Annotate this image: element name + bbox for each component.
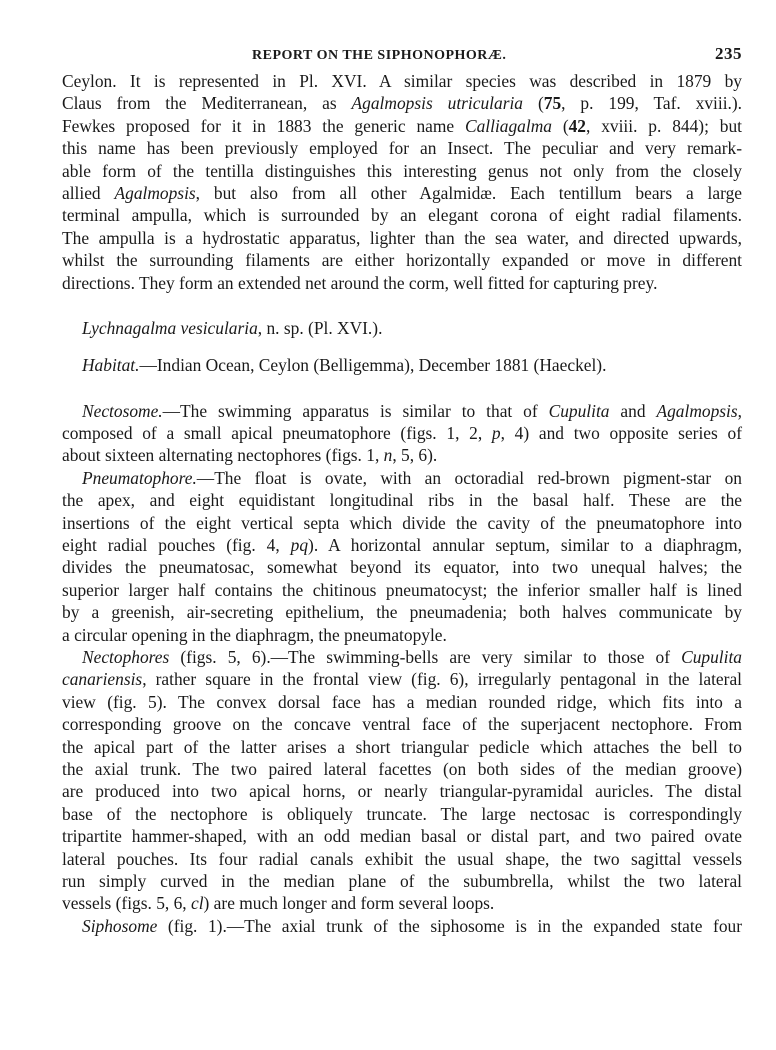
italic-text: pq [290, 535, 309, 556]
text-line [62, 137, 742, 159]
italic-text: Agalmopsis [114, 182, 196, 203]
text-line [62, 204, 742, 226]
text: —Indian Ocean, Ceylon (Belligemma), December 1881 (Haeckel). [139, 355, 607, 376]
text-line [62, 556, 742, 578]
text-line [62, 227, 742, 249]
text: whilst the surrounding filaments are either horizontally expanded or move in different [62, 250, 742, 271]
text: run simply curved in the median plane of the subumbrella, whilst the two lateral [62, 870, 742, 891]
text: , [737, 400, 742, 421]
text-line [62, 691, 742, 713]
text: divides the pneumatosac, somewhat beyond its equator, into two unequal halves; the [62, 557, 742, 578]
body-text [62, 70, 742, 937]
text-line [62, 668, 742, 690]
text: base of the nectophore is obliquely truncate. The large nectosac is correspondingly [62, 803, 742, 824]
italic-text: Nectophores [82, 646, 170, 667]
text-line [62, 915, 742, 937]
text-line [62, 249, 742, 271]
text-line [62, 70, 742, 92]
italic-text: n [383, 445, 393, 466]
text: able form of the tentilla distinguishes this interesting genus not only from the closely [62, 160, 742, 181]
text-line [62, 736, 742, 758]
text-line [62, 115, 742, 137]
text-line [62, 317, 742, 339]
text: , 5, 6). [392, 445, 438, 466]
text: ( [551, 115, 569, 136]
text: are produced into two apical horns, or nearly triangular-pyramidal auricles. The distal [62, 781, 742, 802]
text: lateral pouches. Its four radial canals exhibit the usual shape, the two sagittal vessels [62, 848, 742, 869]
text: the axial trunk. The two paired lateral facettes (on both sides of the median groove) [62, 758, 742, 779]
text: and [609, 400, 657, 421]
text-line [62, 354, 742, 376]
text: this name has been previously employed for an Insect. The peculiar and very remark- [62, 138, 742, 159]
text-line [62, 758, 742, 780]
text: , n. sp. (Pl. XVI.). [257, 317, 383, 338]
text: superior larger half contains the chitinous pneumatocyst; the inferior smaller half is lined [62, 579, 742, 600]
paragraph-gap [62, 339, 742, 354]
text-line [62, 601, 742, 623]
text-line [62, 825, 742, 847]
text-line [62, 92, 742, 114]
italic-text: p [491, 423, 501, 444]
paragraph [62, 915, 742, 937]
text-line [62, 870, 742, 892]
text: (figs. 5, 6).—The swimming-bells are very similar to those of [169, 646, 682, 667]
paragraph [62, 467, 742, 646]
text-line [62, 467, 742, 489]
text: by a greenish, air-secreting epithelium, the pneumadenia; both halves communicate by [62, 602, 742, 623]
text-line [62, 422, 742, 444]
text: —The float is ovate, with an octoradial red-brown pigment-star on [196, 467, 742, 488]
text: the apex, and eight equidistant longitudinal ribs in the basal half. These are the [62, 490, 742, 511]
document-page [62, 44, 742, 937]
text-line [62, 160, 742, 182]
italic-text: Agalmopsis utricularia [351, 93, 524, 114]
paragraph-gap [62, 377, 742, 400]
italic-text: cl [190, 893, 204, 914]
text: composed of a small apical pneumatophore (figs. 1, 2, [62, 423, 492, 444]
text: (fig. 1).—The axial trunk of the siphosome is in the expanded state four [157, 915, 742, 936]
italic-text: Agalmopsis [656, 400, 738, 421]
bold-reference: 75 [543, 93, 562, 114]
running-header [62, 44, 742, 70]
text-line [62, 624, 742, 646]
text: ) are much longer and form several loops. [203, 893, 495, 914]
text: Claus from the Mediterranean, as [62, 93, 352, 114]
running-title: REPORT ON THE SIPHONOPHORÆ. [252, 48, 507, 63]
paragraph [62, 354, 742, 376]
text: , but also from all other Agalmidæ. Each tentillum bears a large [195, 182, 742, 203]
text: terminal ampulla, which is surrounded by an elegant corona of eight radial filaments. [62, 205, 742, 226]
text: , rather square in the frontal view (fig. 6), irregularly pentagonal in the lateral [142, 669, 742, 690]
text: ( [523, 93, 544, 114]
text: ). A horizontal annular septum, similar to a diaphragm, [308, 535, 742, 556]
text-line [62, 400, 742, 422]
text-line [62, 780, 742, 802]
paragraph [62, 70, 742, 294]
text-line [62, 512, 742, 534]
italic-text: canariensis [62, 669, 143, 690]
text: —The swimming apparatus is similar to that of [162, 400, 549, 421]
text-line [62, 848, 742, 870]
italic-text: Calliagalma [464, 115, 552, 136]
text: insertions of the eight vertical septa which divide the cavity of the pneumatophore into [62, 512, 742, 533]
text: , 4) and two opposite series of [500, 423, 742, 444]
italic-text: Nectosome. [82, 400, 163, 421]
text-line [62, 272, 742, 294]
italic-text: Siphosome [82, 915, 158, 936]
italic-text: Lychnagalma vesicularia [82, 317, 258, 338]
text-line [62, 713, 742, 735]
paragraph [62, 400, 742, 467]
text-line [62, 803, 742, 825]
text-line [62, 444, 742, 466]
text-line [62, 892, 742, 914]
italic-text: Pneumatophore. [82, 467, 197, 488]
bold-reference: 42 [568, 115, 586, 136]
text: corresponding groove on the concave ventral face of the superjacent nectophore. From [62, 714, 742, 735]
text: eight radial pouches (fig. 4, [62, 535, 291, 556]
text: , xviii. p. 844); but [586, 115, 743, 136]
italic-text: Cupulita [548, 400, 610, 421]
text: the apical part of the latter arises a short triangular pedicle which attaches the bell to [62, 736, 742, 757]
text: view (fig. 5). The convex dorsal face has a median rounded ridge, which fits into a [62, 691, 742, 712]
text: The ampulla is a hydrostatic apparatus, lighter than the sea water, and directed upwards, [62, 227, 742, 248]
text-line [62, 182, 742, 204]
text-line [62, 534, 742, 556]
paragraph [62, 646, 742, 915]
italic-text: Habitat. [82, 355, 140, 376]
text: , p. 199, Taf. xviii.). [561, 93, 743, 114]
text: allied [62, 182, 115, 203]
text: Fewkes proposed for it in 1883 the generic name [62, 115, 465, 136]
text: vessels (figs. 5, 6, [62, 893, 191, 914]
text: a circular opening in the diaphragm, the pneumatopyle. [62, 624, 447, 645]
text: directions. They form an extended net around the corm, well fitted for capturing prey. [62, 272, 658, 293]
text: Ceylon. It is represented in Pl. XVI. A similar species was described in 1879 by [62, 71, 742, 91]
text: about sixteen alternating nectophores (figs. 1, [62, 445, 384, 466]
text-line [62, 579, 742, 601]
text: tripartite hammer-shaped, with an odd median basal or distal part, and two paired ovate [62, 826, 742, 847]
text-line [62, 489, 742, 511]
paragraph-gap [62, 294, 742, 317]
page-number: 235 [715, 44, 742, 63]
paragraph [62, 317, 742, 339]
text-line [62, 646, 742, 668]
italic-text: Cupulita [681, 646, 742, 667]
